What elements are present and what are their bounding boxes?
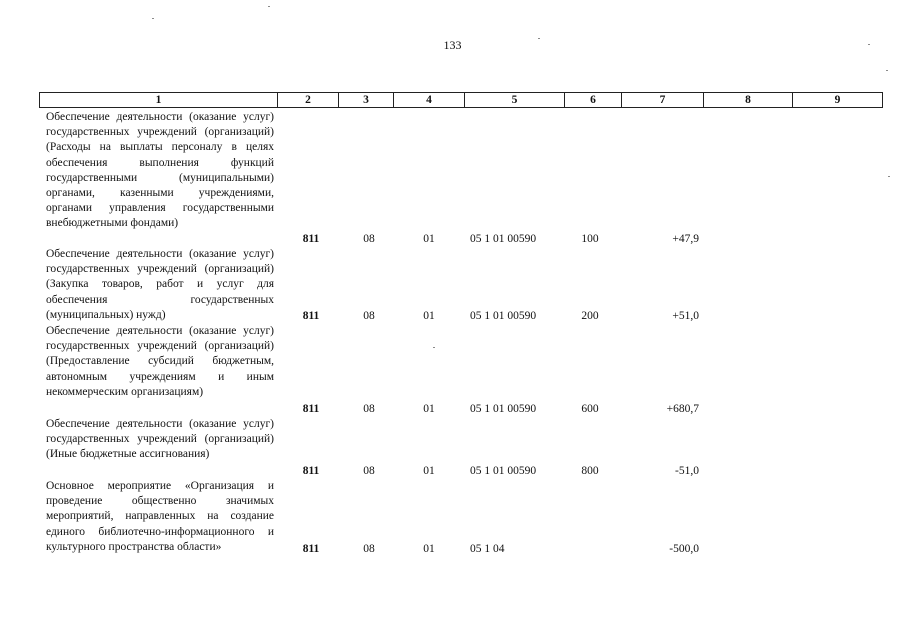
row-col-7: +680,7 — [666, 403, 699, 415]
row-col-7: +47,9 — [672, 233, 699, 245]
header-cell-5: 5 — [465, 93, 565, 107]
row-col-6: 800 — [581, 465, 599, 477]
row-col-4: 01 — [423, 403, 435, 415]
row-description: Основное мероприятие «Организация и проведение общественно значимых мероприятий, направленных на создание единого библиотечно-информационного и культурного пространства области» — [46, 480, 274, 553]
header-cell-4: 4 — [394, 93, 465, 107]
row-col-6: 600 — [581, 403, 599, 415]
scan-speck — [538, 38, 540, 39]
header-cell-3: 3 — [339, 93, 394, 107]
header-cell-7: 7 — [622, 93, 704, 107]
table-row — [39, 479, 883, 557]
row-col-2: 811 — [302, 310, 320, 322]
table-header-row — [39, 92, 883, 108]
header-cell-6: 6 — [565, 93, 622, 107]
row-description: Обеспечение деятельности (оказание услуг) государственных учреждений (организаций) (Расходы на выплаты персоналу в целях обеспечения выполнения функций государственными (муниципальными) органами, казенными учреждениями, органами управления государственными внебюджетными фондами) — [46, 111, 274, 230]
row-col-3: 08 — [363, 465, 375, 477]
row-col-5: 05 1 01 00590 — [470, 465, 537, 477]
row-col-3: 08 — [363, 543, 375, 555]
row-col-5: 05 1 01 00590 — [470, 233, 537, 245]
table-row — [39, 417, 883, 479]
row-description: Обеспечение деятельности (оказание услуг) государственных учреждений (организаций) (Предоставление субсидий бюджетным, автономным учреждениям и иным некоммерческим организациям) — [46, 325, 274, 398]
scan-speck — [886, 70, 888, 71]
row-col-3: 08 — [363, 233, 375, 245]
header-cell-1: 1 — [40, 93, 278, 107]
row-col-4: 01 — [423, 543, 435, 555]
row-description: Обеспечение деятельности (оказание услуг) государственных учреждений (организаций) (Закупка товаров, работ и услуг для обеспечения государственных (муниципальных) нужд) — [46, 248, 274, 321]
scan-speck — [888, 176, 890, 177]
row-description: Обеспечение деятельности (оказание услуг) государственных учреждений (организаций) (Иные бюджетные ассигнования) — [46, 418, 274, 461]
header-cell-2: 2 — [278, 93, 339, 107]
row-col-5: 05 1 01 00590 — [470, 310, 537, 322]
table-row — [39, 324, 883, 417]
row-col-6: 100 — [581, 233, 599, 245]
row-col-3: 08 — [363, 310, 375, 322]
row-col-3: 08 — [363, 403, 375, 415]
row-col-7: -500,0 — [669, 543, 699, 555]
row-col-4: 01 — [423, 233, 435, 245]
scan-speck — [868, 44, 870, 45]
row-col-4: 01 — [423, 465, 435, 477]
row-col-7: -51,0 — [675, 465, 699, 477]
header-cell-9: 9 — [834, 94, 841, 106]
scan-speck — [152, 18, 154, 19]
page-number: 133 — [443, 38, 462, 52]
row-col-2: 811 — [302, 233, 320, 245]
row-col-6: 200 — [581, 310, 599, 322]
table-row — [39, 247, 883, 324]
row-col-2: 811 — [302, 543, 320, 555]
row-col-5: 05 1 04 — [470, 543, 505, 555]
scan-speck — [268, 6, 270, 7]
row-col-2: 811 — [302, 403, 320, 415]
row-col-7: +51,0 — [672, 310, 699, 322]
table-row — [39, 110, 883, 247]
row-col-2: 811 — [302, 465, 320, 477]
row-col-4: 01 — [423, 310, 435, 322]
row-col-5: 05 1 01 00590 — [470, 403, 537, 415]
header-cell-8: 8 — [704, 93, 793, 107]
